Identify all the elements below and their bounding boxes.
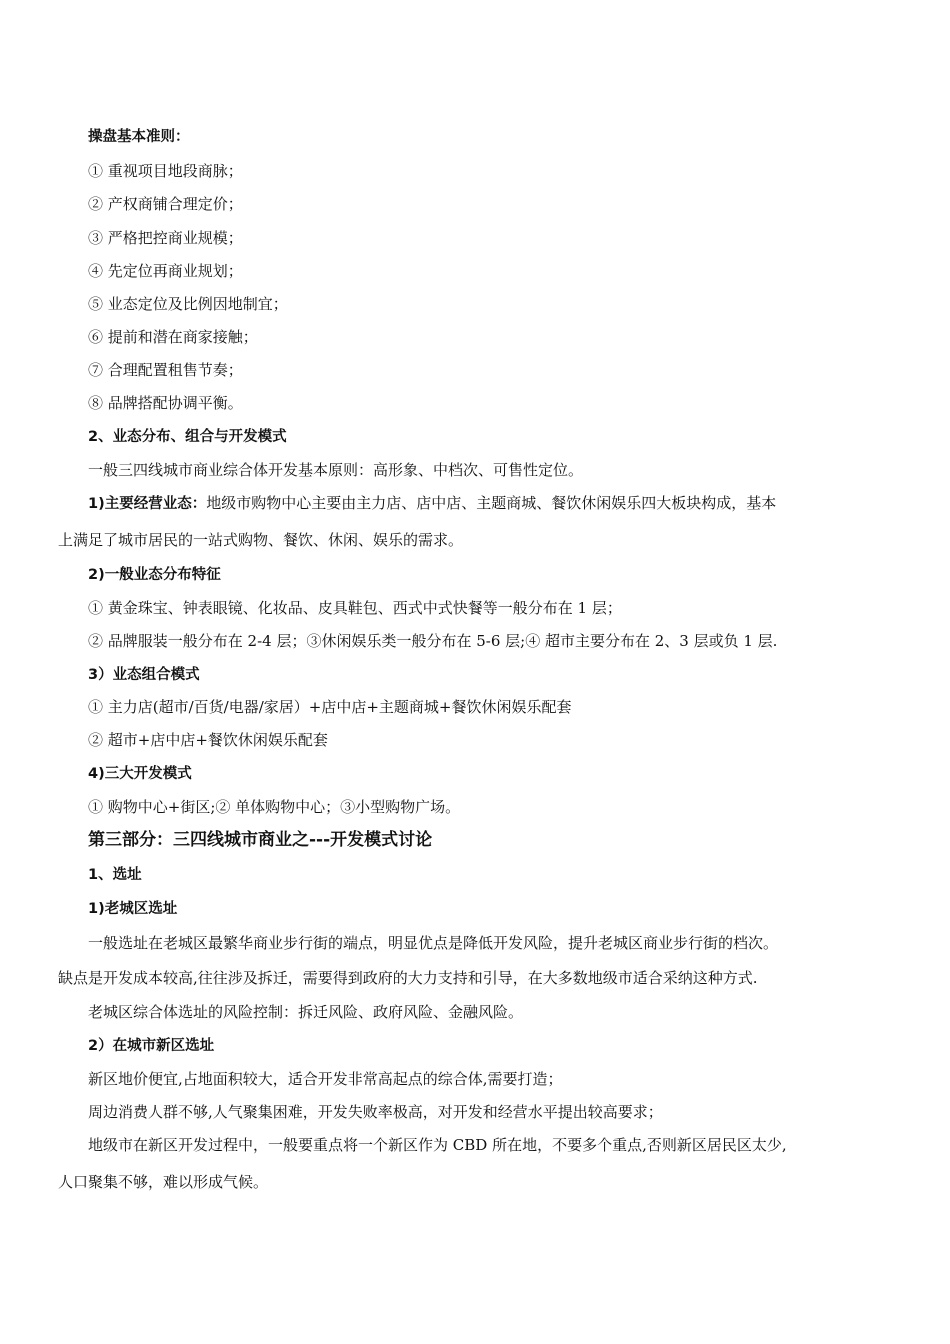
paragraph: 一般三四线城市商业综合体开发基本原则：高形象、中档次、可售性定位。 (88, 461, 584, 479)
paragraph (88, 493, 776, 514)
section-heading: 1、选址 (88, 867, 142, 883)
subsection-heading: 1)老城区选址 (88, 901, 178, 917)
list-item: ⑥ 提前和潜在商家接触； (88, 328, 258, 346)
paragraph: 人口聚集不够，难以形成气候。 (58, 1173, 269, 1191)
subsection-heading: 2)一般业态分布特征 (88, 567, 221, 583)
list-item: ⑤ 业态定位及比例因地制宜； (88, 295, 288, 313)
section-heading: 操盘基本准则： (88, 129, 190, 145)
paragraph-text: 地级市购物中心主要由主力店、店中店、主题商城、餐饮休闲娱乐四大板块构成，基本 (206, 494, 777, 512)
subsection-heading: 2）在城市新区选址 (88, 1038, 215, 1054)
inline-heading: 1)主要经营业态： (88, 496, 207, 512)
list-item: ④ 先定位再商业规划； (88, 262, 243, 280)
subsection-heading: 4)三大开发模式 (88, 766, 192, 782)
paragraph: 一般选址在老城区最繁华商业步行街的端点，明显优点是降低开发风险，提升老城区商业步行街的档次。 (88, 934, 779, 952)
list-item: ① 购物中心+街区;② 单体购物中心；③小型购物广场。 (88, 798, 461, 816)
list-item: ② 品牌服装一般分布在 2-4 层；③休闲娱乐类一般分布在 5-6 层;④ 超市主要分布在 2、3 层或负 1 层. (88, 632, 778, 650)
list-item: ⑧ 品牌搭配协调平衡。 (88, 394, 243, 412)
list-item: ⑦ 合理配置租售节奏； (88, 361, 243, 379)
list-item: ③ 严格把控商业规模； (88, 229, 243, 247)
paragraph: 周边消费人群不够,人气聚集困难，开发失败率极高，对开发和经营水平提出较高要求； (88, 1103, 663, 1121)
paragraph: 地级市在新区开发过程中，一般要重点将一个新区作为 CBD 所在地，不要多个重点,否则新区居民区太少, (88, 1136, 787, 1154)
paragraph: 缺点是开发成本较高,往往涉及拆迁，需要得到政府的大力支持和引导，在大多数地级市适合采纳这种方式. (58, 969, 758, 987)
list-item: ① 主力店(超市/百货/电器/家居）+店中店+主题商城+餐饮休闲娱乐配套 (88, 698, 572, 716)
subsection-heading: 3）业态组合模式 (88, 667, 200, 683)
list-item: ② 产权商铺合理定价； (88, 195, 243, 213)
part-heading: 第三部分：三四线城市商业之---开发模式讨论 (88, 830, 433, 850)
paragraph: 上满足了城市居民的一站式购物、餐饮、休闲、娱乐的需求。 (58, 531, 464, 549)
paragraph: 老城区综合体选址的风险控制：拆迁风险、政府风险、金融风险。 (88, 1003, 524, 1021)
list-item: ① 黄金珠宝、钟表眼镜、化妆品、皮具鞋包、西式中式快餐等一般分布在 1 层； (88, 599, 622, 617)
list-item: ② 超市+店中店+餐饮休闲娱乐配套 (88, 731, 328, 749)
list-item: ① 重视项目地段商脉； (88, 162, 243, 180)
section-heading: 2、业态分布、组合与开发模式 (88, 429, 287, 445)
paragraph: 新区地价便宜,占地面积较大，适合开发非常高起点的综合体,需要打造； (88, 1070, 563, 1088)
